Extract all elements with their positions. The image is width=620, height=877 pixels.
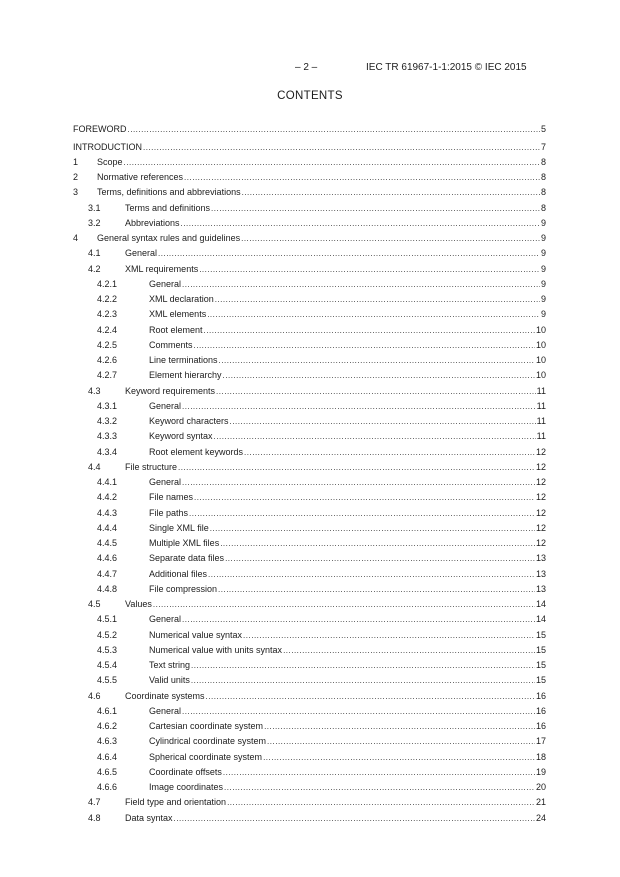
toc-page-number: 9 — [540, 309, 546, 320]
toc-page-number: 10 — [535, 355, 546, 365]
toc-entry-title: Root element keywords — [149, 446, 244, 457]
toc-page-number: 10 — [535, 339, 546, 350]
toc-entry-link[interactable] — [149, 475, 546, 490]
toc-page-number: 10 — [535, 370, 546, 381]
toc-section-number: 3 — [73, 187, 79, 198]
toc-entry-title: Terms and definitions — [125, 202, 211, 213]
dot-leader — [242, 185, 540, 200]
dot-leader — [220, 536, 535, 551]
toc-page-number: 12 — [535, 522, 546, 533]
toc-entry[interactable] — [73, 734, 546, 749]
toc-entry-title: XML declaration — [149, 294, 214, 304]
toc-entry-link[interactable] — [125, 811, 546, 826]
toc-section-number: 4.4.7 — [97, 568, 118, 579]
toc-entry-link[interactable] — [149, 292, 546, 307]
toc-section-number: 4.2.1 — [97, 278, 118, 289]
contents-title: CONTENTS — [277, 90, 343, 102]
toc-entry-link[interactable] — [149, 277, 546, 292]
toc-entry[interactable] — [73, 567, 546, 582]
toc-entry[interactable] — [73, 368, 546, 383]
toc-entry[interactable] — [73, 521, 546, 536]
toc-page-number: 11 — [536, 416, 546, 426]
toc-section-number: 3.2 — [88, 217, 101, 228]
toc-entry[interactable] — [73, 231, 546, 246]
dot-leader — [215, 292, 540, 307]
dot-leader — [223, 765, 535, 780]
dot-leader — [182, 475, 535, 490]
toc-entry-link[interactable] — [149, 521, 546, 536]
toc-entry[interactable] — [73, 612, 546, 627]
toc-entry-title: Numerical value syntax — [149, 629, 243, 640]
toc-section-number: 4.5.1 — [97, 614, 118, 625]
toc-section-number: 4.2.7 — [97, 370, 118, 381]
toc-section-number: 4.4.2 — [97, 492, 118, 503]
toc-section-number: 4.2.2 — [97, 294, 118, 304]
toc-entry[interactable] — [73, 719, 546, 734]
dot-leader — [241, 231, 540, 246]
toc-entry-title: Abbreviations — [125, 217, 180, 228]
toc-entry[interactable] — [73, 262, 546, 277]
toc-section-number: 4.3.4 — [97, 446, 118, 457]
toc-entry[interactable] — [73, 429, 546, 444]
toc-entry-link[interactable] — [97, 155, 546, 170]
toc-entry-link[interactable] — [149, 673, 546, 688]
toc-entry[interactable] — [73, 628, 546, 643]
toc-page-number: 8 — [540, 202, 546, 213]
dot-leader — [181, 216, 540, 231]
toc-entry[interactable] — [73, 780, 546, 795]
toc-entry-title: General — [149, 614, 182, 625]
toc-page-number: 12 — [535, 507, 546, 518]
toc-page-number: 15 — [535, 629, 546, 640]
toc-entry-title: Comments — [149, 339, 193, 350]
toc-entry-link[interactable] — [125, 597, 546, 612]
toc-entry-title: Coordinate offsets — [149, 766, 222, 777]
toc-entry-title: General — [149, 477, 182, 487]
toc-page-number: 15 — [535, 675, 546, 686]
toc-section-number: 4.4.1 — [97, 477, 118, 487]
dot-leader — [143, 140, 540, 155]
toc-entry[interactable] — [73, 490, 546, 505]
toc-entry[interactable] — [73, 122, 546, 137]
toc-entry-title: Field type and orientation — [125, 797, 227, 808]
toc-entry-link[interactable] — [149, 658, 546, 673]
toc-entry-title: Terms, definitions and abbreviations — [97, 187, 241, 198]
toc-entry-title: File structure — [125, 461, 178, 472]
toc-section-number: 4.4.6 — [97, 553, 118, 564]
toc-entry[interactable] — [73, 155, 546, 170]
toc-entry[interactable] — [73, 307, 546, 322]
toc-entry-link[interactable] — [73, 122, 546, 137]
toc-entry-link[interactable] — [149, 582, 546, 597]
toc-entry[interactable] — [73, 323, 546, 338]
toc-page-number: 13 — [535, 583, 546, 594]
toc-entry[interactable] — [73, 689, 546, 704]
toc-page-number: 5 — [540, 124, 546, 134]
toc-page-number: 13 — [535, 568, 546, 579]
toc-entry-link[interactable] — [149, 643, 546, 658]
toc-section-number: 4.4.4 — [97, 522, 118, 533]
toc-entry-title: General — [149, 705, 182, 716]
toc-entry-link[interactable] — [149, 445, 546, 460]
toc-entry-link[interactable] — [149, 704, 546, 719]
dot-leader — [182, 399, 536, 414]
toc-section-number: 4.5.3 — [97, 644, 118, 655]
toc-page-number: 16 — [535, 705, 546, 716]
dot-leader — [206, 689, 535, 704]
toc-page-number: 15 — [535, 644, 546, 655]
toc-entry[interactable] — [73, 643, 546, 658]
toc-entry-link[interactable] — [125, 201, 546, 216]
toc-page-number: 20 — [535, 782, 546, 792]
table-of-contents — [73, 122, 546, 826]
toc-section-number: 4.2 — [88, 263, 101, 274]
toc-page-number: 8 — [540, 172, 546, 182]
dot-leader — [194, 490, 535, 505]
toc-section-number: 4.4.5 — [97, 538, 118, 548]
dot-leader — [211, 201, 540, 216]
toc-entry[interactable] — [73, 506, 546, 521]
toc-page-number: 9 — [540, 217, 546, 228]
toc-section-number: 1 — [73, 156, 79, 167]
toc-page-number: 21 — [535, 797, 546, 808]
dot-leader — [124, 155, 540, 170]
toc-entry-link[interactable] — [149, 567, 546, 582]
toc-entry-link[interactable] — [125, 689, 546, 704]
toc-entry[interactable] — [73, 384, 546, 399]
toc-entry[interactable] — [73, 811, 546, 826]
toc-entry-title: General — [149, 400, 182, 411]
toc-page-number: 9 — [540, 233, 546, 243]
toc-entry-link[interactable] — [149, 551, 546, 566]
toc-entry-title: Image coordinates — [149, 782, 224, 792]
toc-entry-title: General — [149, 278, 182, 289]
toc-page-number: 12 — [535, 477, 546, 487]
toc-section-number: 4.6 — [88, 690, 101, 701]
toc-entry-link[interactable] — [149, 750, 546, 765]
toc-entry-link[interactable] — [73, 140, 546, 155]
toc-page-number: 9 — [540, 248, 546, 259]
dot-leader — [182, 612, 535, 627]
toc-section-number: 4.6.4 — [97, 751, 118, 762]
toc-section-number: 4.3.1 — [97, 400, 118, 411]
toc-entry-title: Additional files — [149, 568, 208, 579]
toc-entry-title: Cylindrical coordinate system — [149, 736, 267, 747]
toc-entry[interactable] — [73, 582, 546, 597]
toc-section-number: 4.2.3 — [97, 309, 118, 320]
toc-entry-title: XML requirements — [125, 263, 199, 274]
toc-section-number: 4.5.5 — [97, 675, 118, 686]
dot-leader — [263, 750, 535, 765]
toc-section-number: 4.4.3 — [97, 507, 118, 518]
toc-page-number: 12 — [535, 538, 546, 548]
dot-leader — [243, 628, 535, 643]
toc-page-number: 8 — [540, 187, 546, 198]
toc-entry-title: Valid units — [149, 675, 190, 686]
dot-leader — [204, 323, 535, 338]
toc-section-number: 4.5 — [88, 599, 101, 609]
toc-section-number: 4.3 — [88, 385, 101, 396]
toc-entry-link[interactable] — [125, 216, 546, 231]
toc-entry-title: Multiple XML files — [149, 538, 220, 548]
toc-entry-link[interactable] — [149, 612, 546, 627]
toc-entry-title: Separate data files — [149, 553, 225, 564]
toc-section-number: 4.1 — [88, 248, 101, 259]
dot-leader — [199, 262, 540, 277]
toc-entry-title: Spherical coordinate system — [149, 751, 263, 762]
toc-entry-link[interactable] — [125, 384, 546, 399]
dot-leader — [207, 307, 540, 322]
dot-leader — [223, 368, 535, 383]
dot-leader — [244, 445, 535, 460]
toc-entry-title: Line terminations — [149, 355, 218, 365]
toc-entry-title: Coordinate systems — [125, 690, 205, 701]
toc-entry-title: File paths — [149, 507, 189, 518]
toc-page-number: 14 — [535, 599, 546, 609]
toc-entry[interactable] — [73, 551, 546, 566]
toc-section-number: 2 — [73, 172, 79, 182]
toc-entry-link[interactable] — [125, 795, 546, 810]
toc-page-number: 15 — [535, 660, 546, 670]
toc-page-number: 11 — [536, 400, 546, 411]
toc-section-number: 3.1 — [88, 202, 101, 213]
toc-entry[interactable] — [73, 673, 546, 688]
toc-section-number: 4.3.2 — [97, 416, 118, 426]
toc-entry-link[interactable] — [149, 323, 546, 338]
toc-section-number: 4.6.3 — [97, 736, 118, 747]
toc-section-number: 4.2.5 — [97, 339, 118, 350]
toc-entry-title: Normative references — [97, 172, 184, 182]
toc-section-number: 4.6.6 — [97, 782, 118, 792]
toc-entry-title: Values — [125, 599, 152, 609]
toc-entry-title: Data syntax — [125, 812, 173, 823]
toc-entry-link[interactable] — [97, 231, 546, 246]
dot-leader — [194, 338, 535, 353]
toc-entry-title: XML elements — [149, 309, 207, 320]
toc-page-number: 14 — [535, 614, 546, 625]
toc-entry-link[interactable] — [149, 353, 546, 368]
toc-entry-title: Keyword requirements — [125, 385, 216, 396]
toc-section-number: 4.5.4 — [97, 660, 118, 670]
document-reference-header: IEC TR 61967-1-1:2015 © IEC 2015 — [366, 62, 527, 73]
toc-page-number: 13 — [535, 553, 546, 564]
toc-entry[interactable] — [73, 246, 546, 261]
toc-entry-title: FOREWORD — [73, 124, 127, 134]
toc-section-number: 4.6.5 — [97, 766, 118, 777]
toc-page-number: 16 — [535, 721, 546, 731]
toc-entry-title: General — [125, 248, 158, 259]
toc-section-number: 4.2.4 — [97, 324, 118, 335]
toc-section-number: 4.2.6 — [97, 355, 118, 365]
toc-page-number: 24 — [535, 812, 546, 823]
dot-leader — [182, 704, 535, 719]
toc-entry-title: Element hierarchy — [149, 370, 222, 381]
toc-entry-link[interactable] — [125, 246, 546, 261]
toc-entry[interactable] — [73, 460, 546, 475]
toc-entry-link[interactable] — [149, 429, 546, 444]
toc-entry-link[interactable] — [149, 780, 546, 795]
toc-entry-link[interactable] — [149, 536, 546, 551]
toc-section-number: 4.5.2 — [97, 629, 118, 640]
dot-leader — [182, 277, 540, 292]
toc-section-number: 4.8 — [88, 812, 101, 823]
dot-leader — [128, 122, 540, 137]
toc-entry-link[interactable] — [97, 170, 546, 185]
toc-entry-link[interactable] — [149, 368, 546, 383]
toc-entry[interactable] — [73, 399, 546, 414]
toc-page-number: 11 — [536, 385, 546, 396]
dot-leader — [153, 597, 535, 612]
toc-entry-title: Keyword characters — [149, 416, 229, 426]
toc-entry-title: Scope — [97, 156, 123, 167]
dot-leader — [230, 414, 536, 429]
toc-page-number: 18 — [535, 751, 546, 762]
toc-section-number: 4.7 — [88, 797, 101, 808]
toc-section-number: 4.4 — [88, 461, 101, 472]
dot-leader — [227, 795, 535, 810]
toc-page-number: 7 — [540, 141, 546, 152]
dot-leader — [210, 521, 535, 536]
toc-entry-title: Cartesian coordinate system — [149, 721, 264, 731]
toc-entry-title: File names — [149, 492, 194, 503]
toc-page-number: 12 — [535, 461, 546, 472]
dot-leader — [189, 506, 535, 521]
toc-entry[interactable] — [73, 338, 546, 353]
toc-entry-title: File compression — [149, 583, 218, 594]
toc-entry[interactable] — [73, 170, 546, 185]
toc-entry-link[interactable] — [149, 399, 546, 414]
toc-page-number: 10 — [535, 324, 546, 335]
dot-leader — [184, 170, 540, 185]
toc-entry-title: Root element — [149, 324, 203, 335]
dot-leader — [208, 567, 535, 582]
toc-page-number: 9 — [540, 294, 546, 304]
dot-leader — [218, 582, 535, 597]
toc-entry-title: Numerical value with units syntax — [149, 644, 283, 655]
toc-entry[interactable] — [73, 795, 546, 810]
toc-entry-link[interactable] — [149, 338, 546, 353]
toc-entry[interactable] — [73, 750, 546, 765]
toc-entry-link[interactable] — [149, 307, 546, 322]
toc-entry-link[interactable] — [149, 506, 546, 521]
toc-entry-title: Keyword syntax — [149, 431, 213, 442]
toc-page-number: 19 — [535, 766, 546, 777]
dot-leader — [158, 246, 540, 261]
toc-entry[interactable] — [73, 445, 546, 460]
toc-entry-link[interactable] — [149, 734, 546, 749]
page-number-header: – 2 – — [295, 62, 318, 73]
toc-entry[interactable] — [73, 216, 546, 231]
toc-entry[interactable] — [73, 292, 546, 307]
toc-entry[interactable] — [73, 475, 546, 490]
toc-entry[interactable] — [73, 414, 546, 429]
dot-leader — [225, 551, 535, 566]
toc-entry-link[interactable] — [149, 628, 546, 643]
toc-entry[interactable] — [73, 536, 546, 551]
toc-section-number: 4.4.8 — [97, 583, 118, 594]
toc-entry-link[interactable] — [97, 185, 546, 200]
toc-page-number: 16 — [535, 690, 546, 701]
dot-leader — [191, 673, 535, 688]
toc-section-number: 4.3.3 — [97, 431, 118, 442]
dot-leader — [174, 811, 535, 826]
toc-entry[interactable] — [73, 658, 546, 673]
toc-section-number: 4 — [73, 233, 79, 243]
toc-entry-title: INTRODUCTION — [73, 141, 142, 152]
dot-leader — [267, 734, 535, 749]
toc-entry-link[interactable] — [125, 460, 546, 475]
toc-entry[interactable] — [73, 140, 546, 155]
toc-entry[interactable] — [73, 765, 546, 780]
toc-page-number: 12 — [535, 446, 546, 457]
toc-entry[interactable] — [73, 277, 546, 292]
toc-page-number: 11 — [536, 431, 546, 442]
toc-entry-title: Text string — [149, 660, 191, 670]
toc-entry[interactable] — [73, 597, 546, 612]
toc-page-number: 8 — [540, 156, 546, 167]
toc-entry-link[interactable] — [125, 262, 546, 277]
toc-entry-link[interactable] — [149, 765, 546, 780]
toc-entry-title: General syntax rules and guidelines — [97, 233, 241, 243]
dot-leader — [178, 460, 535, 475]
toc-entry[interactable] — [73, 353, 546, 368]
dot-leader — [283, 643, 535, 658]
dot-leader — [224, 780, 535, 795]
dot-leader — [264, 719, 535, 734]
toc-section-number: 4.6.1 — [97, 705, 118, 716]
toc-page-number: 17 — [535, 736, 546, 747]
toc-entry-link[interactable] — [149, 490, 546, 505]
toc-entry-link[interactable] — [149, 414, 546, 429]
toc-entry[interactable] — [73, 185, 546, 200]
dot-leader — [216, 384, 536, 399]
dot-leader — [214, 429, 536, 444]
toc-section-number: 4.6.2 — [97, 721, 118, 731]
toc-entry[interactable] — [73, 704, 546, 719]
dot-leader — [219, 353, 535, 368]
toc-entry-link[interactable] — [149, 719, 546, 734]
dot-leader — [191, 658, 535, 673]
toc-entry-title: Single XML file — [149, 522, 209, 533]
toc-page-number: 9 — [540, 263, 546, 274]
toc-entry[interactable] — [73, 201, 546, 216]
toc-page-number: 9 — [540, 278, 546, 289]
toc-page-number: 12 — [535, 492, 546, 503]
